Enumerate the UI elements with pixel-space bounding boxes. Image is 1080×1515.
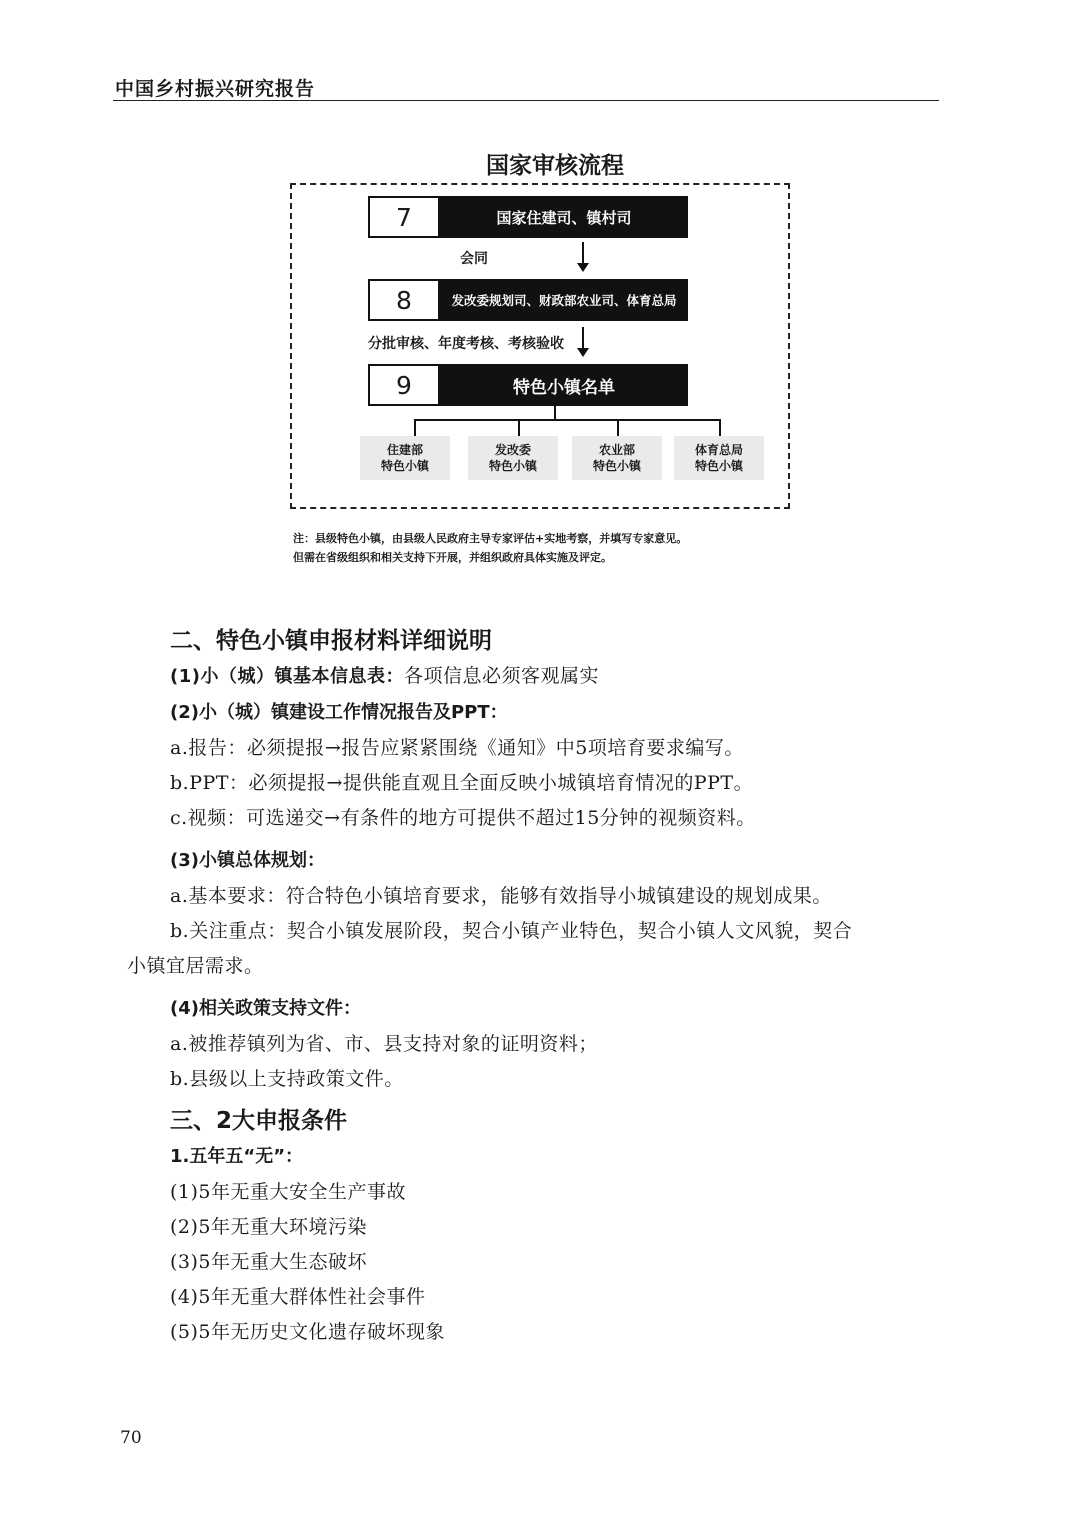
tree-trunk [554,406,556,420]
tree-bar [414,419,721,421]
step-number: 7 [368,196,440,238]
flowchart-note-line1: 注：县级特色小镇，由县级人民政府主导专家评估+实地考察，并填写专家意见。 [293,532,688,545]
running-header: 中国乡村振兴研究报告 [115,78,316,100]
flow-step-7 [368,196,688,238]
section2-item2-a: a.报告：必须提报→报告应紧紧围绕《通知》中5项培育要求编写。 [170,737,744,759]
leaf-fagaiwei [468,436,558,480]
section2-item1 [170,661,599,688]
flow-step-9 [368,364,688,406]
section2-item3-b-line2: 小镇宜居需求。 [127,955,264,977]
tree-branch [414,419,416,436]
section3-sub1: 1.五年五“无”： [170,1146,304,1167]
step-label: 国家住建司、镇村司 [440,196,688,238]
condition-item-4: (4)5年无重大群体性社会事件 [170,1286,426,1308]
step-label: 发改委规划司、财政部农业司、体育总局 [440,279,688,321]
section2-item4-a: a.被推荐镇列为省、市、县支持对象的证明资料； [170,1033,598,1055]
tree-branch [518,419,520,436]
condition-item-1: (1)5年无重大安全生产事故 [170,1181,407,1203]
page-number: 70 [120,1428,142,1448]
section2-item2-b: b.PPT：必须提报→提供能直观且全面反映小城镇培育情况的PPT。 [170,772,754,794]
section2-heading: 二、特色小镇申报材料详细说明 [170,628,492,654]
down-arrow-icon [582,242,584,270]
leaf-line2: 特色小镇 [592,459,641,473]
leaf-line1: 发改委 [494,443,531,457]
tree-branch [617,419,619,436]
step-number: 8 [368,279,440,321]
leaf-line2: 特色小镇 [380,459,429,473]
flow-step-8 [368,279,688,321]
item1-text: 各项信息必须客观属实 [403,665,599,687]
tree-branch [719,419,721,436]
leaf-zhujianbu [360,436,450,480]
leaf-line1: 体育总局 [694,443,743,457]
flowchart-note-line2: 但需在省级组织和相关支持下开展，并组织政府具体实施及评定。 [293,551,612,564]
leaf-line2: 特色小镇 [488,459,537,473]
condition-item-5: (5)5年无历史文化遗存破坏现象 [170,1321,446,1343]
section2-item3-title: (3)小镇总体规划： [170,850,325,871]
section2-item4-b: b.县级以上支持政策文件。 [170,1068,404,1090]
arrow-label-review: 分批审核、年度考核、考核验收 [368,336,564,352]
section2-item2-title: (2)小（城）镇建设工作情况报告及PPT： [170,702,508,723]
leaf-line1: 住建部 [386,443,423,457]
down-arrow-icon [582,327,584,355]
section2-item2-c: c.视频：可选递交→有条件的地方可提供不超过15分钟的视频资料。 [170,807,756,829]
step-number: 9 [368,364,440,406]
section2-item3-b-line1: b.关注重点：契合小镇发展阶段，契合小镇产业特色，契合小镇人文风貌，契合 [170,920,853,942]
section2-item3-a: a.基本要求：符合特色小镇培育要求，能够有效指导小城镇建设的规划成果。 [170,885,832,907]
header-rule [113,100,939,101]
leaf-tiyuzongju [674,436,764,480]
step-label: 特色小镇名单 [440,364,688,406]
condition-item-3: (3)5年无重大生态破坏 [170,1251,368,1273]
arrow-label-huitong: 会同 [460,251,488,267]
flowchart-title: 国家审核流程 [486,153,624,179]
section3-heading: 三、2大申报条件 [170,1108,348,1134]
item1-title: (1)小（城）镇基本信息表： [170,666,404,687]
section2-item4-title: (4)相关政策支持文件： [170,998,361,1019]
leaf-line1: 农业部 [598,443,635,457]
leaf-line2: 特色小镇 [694,459,743,473]
condition-item-2: (2)5年无重大环境污染 [170,1216,368,1238]
leaf-nongyebu [572,436,662,480]
